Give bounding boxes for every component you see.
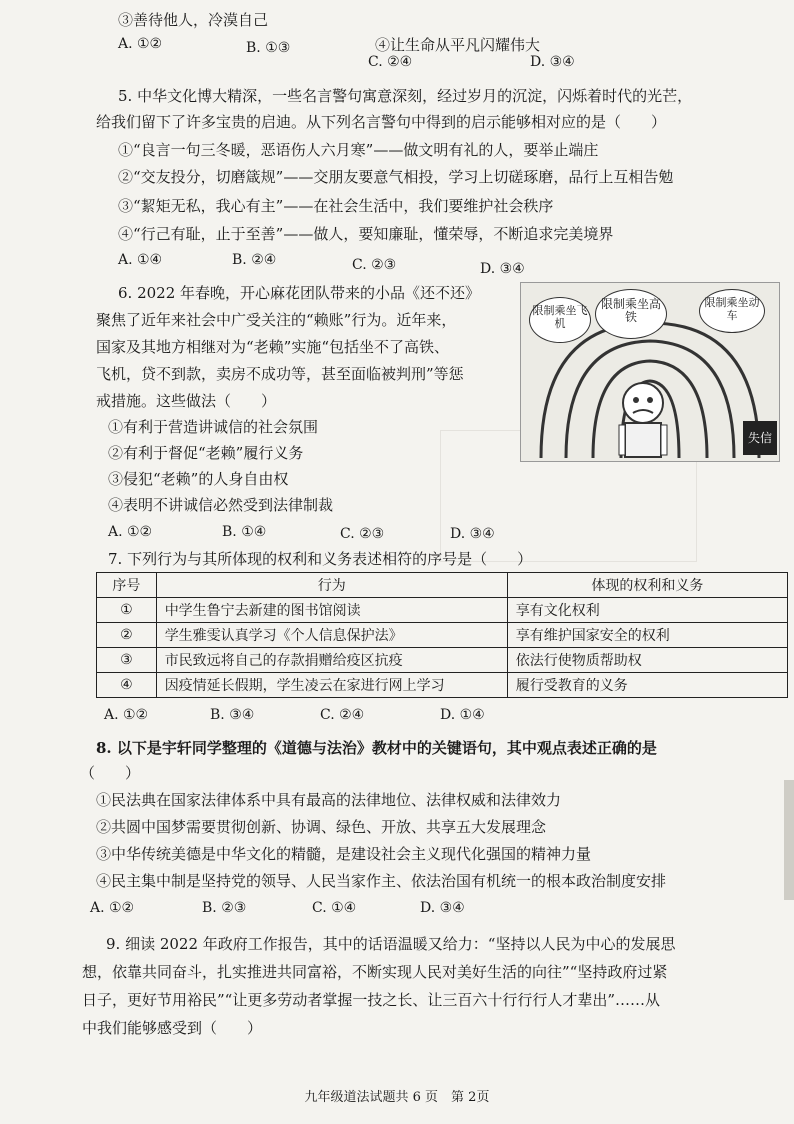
table-cell: 中学生鲁宁去新建的图书馆阅读 bbox=[156, 598, 507, 623]
q6-stem-line1: 6. 2022 年春晚，开心麻花团队带来的小品《还不还》 bbox=[118, 284, 481, 302]
page-edge-tab bbox=[784, 780, 794, 900]
table-cell: 市民致远将自己的存款捐赠给疫区抗疫 bbox=[156, 648, 507, 673]
cartoon-illustration bbox=[520, 282, 780, 462]
q9-stem-line3: 日子，更好节用裕民”“让更多劳动者掌握一技之长、让三百六十行行行人才辈出”……从 bbox=[82, 991, 661, 1009]
q5-item1: ①“良言一句三冬暖，恶语伤人六月寒”——做文明有礼的人，要举止端庄 bbox=[118, 141, 599, 159]
table-cell: 享有维护国家安全的权利 bbox=[507, 623, 787, 648]
rights-duties-table bbox=[96, 572, 788, 698]
q9-stem-line4: 中我们能够感受到（ ） bbox=[82, 1019, 263, 1037]
cartoon-bubble-bullet-train: 限制乘坐动车 bbox=[699, 289, 765, 333]
q5-item3: ③“絜矩无私，我心有主”——在社会生活中，我们要维护社会秩序 bbox=[118, 197, 554, 215]
q6-item1: ①有利于营造讲诚信的社会氛围 bbox=[108, 418, 319, 436]
q9-stem-line1: 9. 细读 2022 年政府工作报告，其中的话语温暖又给力：“坚持以人民为中心的发展思 bbox=[106, 935, 676, 953]
table-cell: 学生雅雯认真学习《个人信息保护法》 bbox=[156, 623, 507, 648]
q6-stem-line5: 戒措施。这些做法（ ） bbox=[96, 392, 277, 410]
table-cell: ① bbox=[97, 598, 157, 623]
q7-option-a: A. ①② bbox=[104, 707, 149, 723]
q5-option-b: B. ②④ bbox=[232, 252, 277, 268]
table-cell: 享有文化权利 bbox=[507, 598, 787, 623]
cartoon-badge: 失信 bbox=[743, 421, 777, 455]
q6-item2: ②有利于督促“老赖”履行义务 bbox=[108, 444, 304, 462]
q6-stem-line3: 国家及其地方相继对为“老赖”实施“包括坐不了高铁、 bbox=[96, 338, 450, 356]
table-cell: 因疫情延长假期，学生凌云在家进行网上学习 bbox=[156, 673, 507, 698]
table-header: 体现的权利和义务 bbox=[507, 573, 787, 598]
q4-item4: ④让生命从平凡闪耀伟大 bbox=[375, 36, 541, 54]
table-cell: 履行受教育的义务 bbox=[507, 673, 787, 698]
page-footer: 九年级道法试题共 6 页 第 2页 bbox=[304, 1090, 490, 1105]
q8-item4: ④民主集中制是坚持党的领导、人民当家作主、依法治国有机统一的根本政治制度安排 bbox=[96, 872, 667, 890]
table-cell: ④ bbox=[97, 673, 157, 698]
q7-option-d: D. ①④ bbox=[440, 707, 485, 723]
q5-item4: ④“行己有耻，止于至善”——做人，要知廉耻，懂荣辱，不断追求完美境界 bbox=[118, 225, 614, 243]
q6-item3: ③侵犯“老赖”的人身自由权 bbox=[108, 470, 289, 488]
q4-item3: ③善待他人，冷漠自己 bbox=[118, 11, 269, 29]
q7-option-b: B. ③④ bbox=[210, 707, 255, 723]
table-header-row bbox=[97, 573, 788, 598]
cartoon-bubble-highspeed-rail: 限制乘坐高铁 bbox=[595, 289, 667, 339]
q7-option-c: C. ②④ bbox=[320, 707, 365, 723]
q7-stem: 7. 下列行为与其所体现的权利和义务表述相符的序号是（ ） bbox=[108, 550, 533, 568]
q9-stem-line2: 想，依靠共同奋斗，扎实推进共同富裕，不断实现人民对美好生活的向往”“坚持政府过紧 bbox=[82, 963, 668, 981]
q8-stem: 8. 以下是宇轩同学整理的《道德与法治》教材中的关键语句，其中观点表述正确的是 bbox=[96, 739, 657, 757]
table-row bbox=[97, 648, 788, 673]
q5-stem-line2: 给我们留下了许多宝贵的启迪。从下列名言警句中得到的启示能够相对应的是（ ） bbox=[96, 113, 667, 131]
table-header: 序号 bbox=[97, 573, 157, 598]
table-cell: 依法行使物质帮助权 bbox=[507, 648, 787, 673]
q8-item1: ①民法典在国家法律体系中具有最高的法律地位、法律权威和法律效力 bbox=[96, 791, 562, 809]
table-cell: ③ bbox=[97, 648, 157, 673]
q6-option-c: C. ②③ bbox=[340, 526, 385, 542]
q5-option-a: A. ①④ bbox=[118, 252, 163, 268]
q4-option-b: B. ①③ bbox=[246, 40, 291, 56]
q8-item3: ③中华传统美德是中华文化的精髓，是建设社会主义现代化强国的精神力量 bbox=[96, 845, 592, 863]
q8-item2: ②共圆中国梦需要贯彻创新、协调、绿色、开放、共享五大发展理念 bbox=[96, 818, 547, 836]
table-row bbox=[97, 623, 788, 648]
q8-answer-paren: （ ） bbox=[80, 764, 141, 782]
q4-option-d: D. ③④ bbox=[530, 54, 575, 70]
q5-item2: ②“交友投分，切磨箴规”——交朋友要意气相投，学习上切磋琢磨，品行上互相告勉 bbox=[118, 168, 674, 186]
q6-option-d: D. ③④ bbox=[450, 526, 495, 542]
q6-option-a: A. ①② bbox=[108, 524, 153, 540]
q8-option-a: A. ①② bbox=[90, 900, 135, 916]
q6-stem-line2: 聚焦了近年来社会中广受关注的“赖账”行为。近年来， bbox=[96, 311, 457, 329]
q8-option-d: D. ③④ bbox=[420, 900, 465, 916]
q4-option-c: C. ②④ bbox=[368, 54, 413, 70]
q5-option-d: D. ③④ bbox=[480, 261, 525, 277]
q5-option-c: C. ②③ bbox=[352, 257, 397, 273]
q5-stem-line1: 5. 中华文化博大精深，一些名言警句寓意深刻，经过岁月的沉淀，闪烁着时代的光芒， bbox=[118, 87, 693, 105]
q6-stem-line4: 飞机，贷不到款，卖房不成功等，甚至面临被判刑”等惩 bbox=[96, 365, 464, 383]
q4-option-a: A. ①② bbox=[118, 36, 163, 52]
q6-item4: ④表明不讲诚信必然受到法律制裁 bbox=[108, 496, 334, 514]
cartoon-bubble-plane: 限制乘坐飞机 bbox=[529, 297, 591, 343]
q8-option-b: B. ②③ bbox=[202, 900, 247, 916]
q8-option-c: C. ①④ bbox=[312, 900, 357, 916]
table-row bbox=[97, 673, 788, 698]
table-header: 行为 bbox=[156, 573, 507, 598]
table-cell: ② bbox=[97, 623, 157, 648]
table-row bbox=[97, 598, 788, 623]
q6-option-b: B. ①④ bbox=[222, 524, 267, 540]
